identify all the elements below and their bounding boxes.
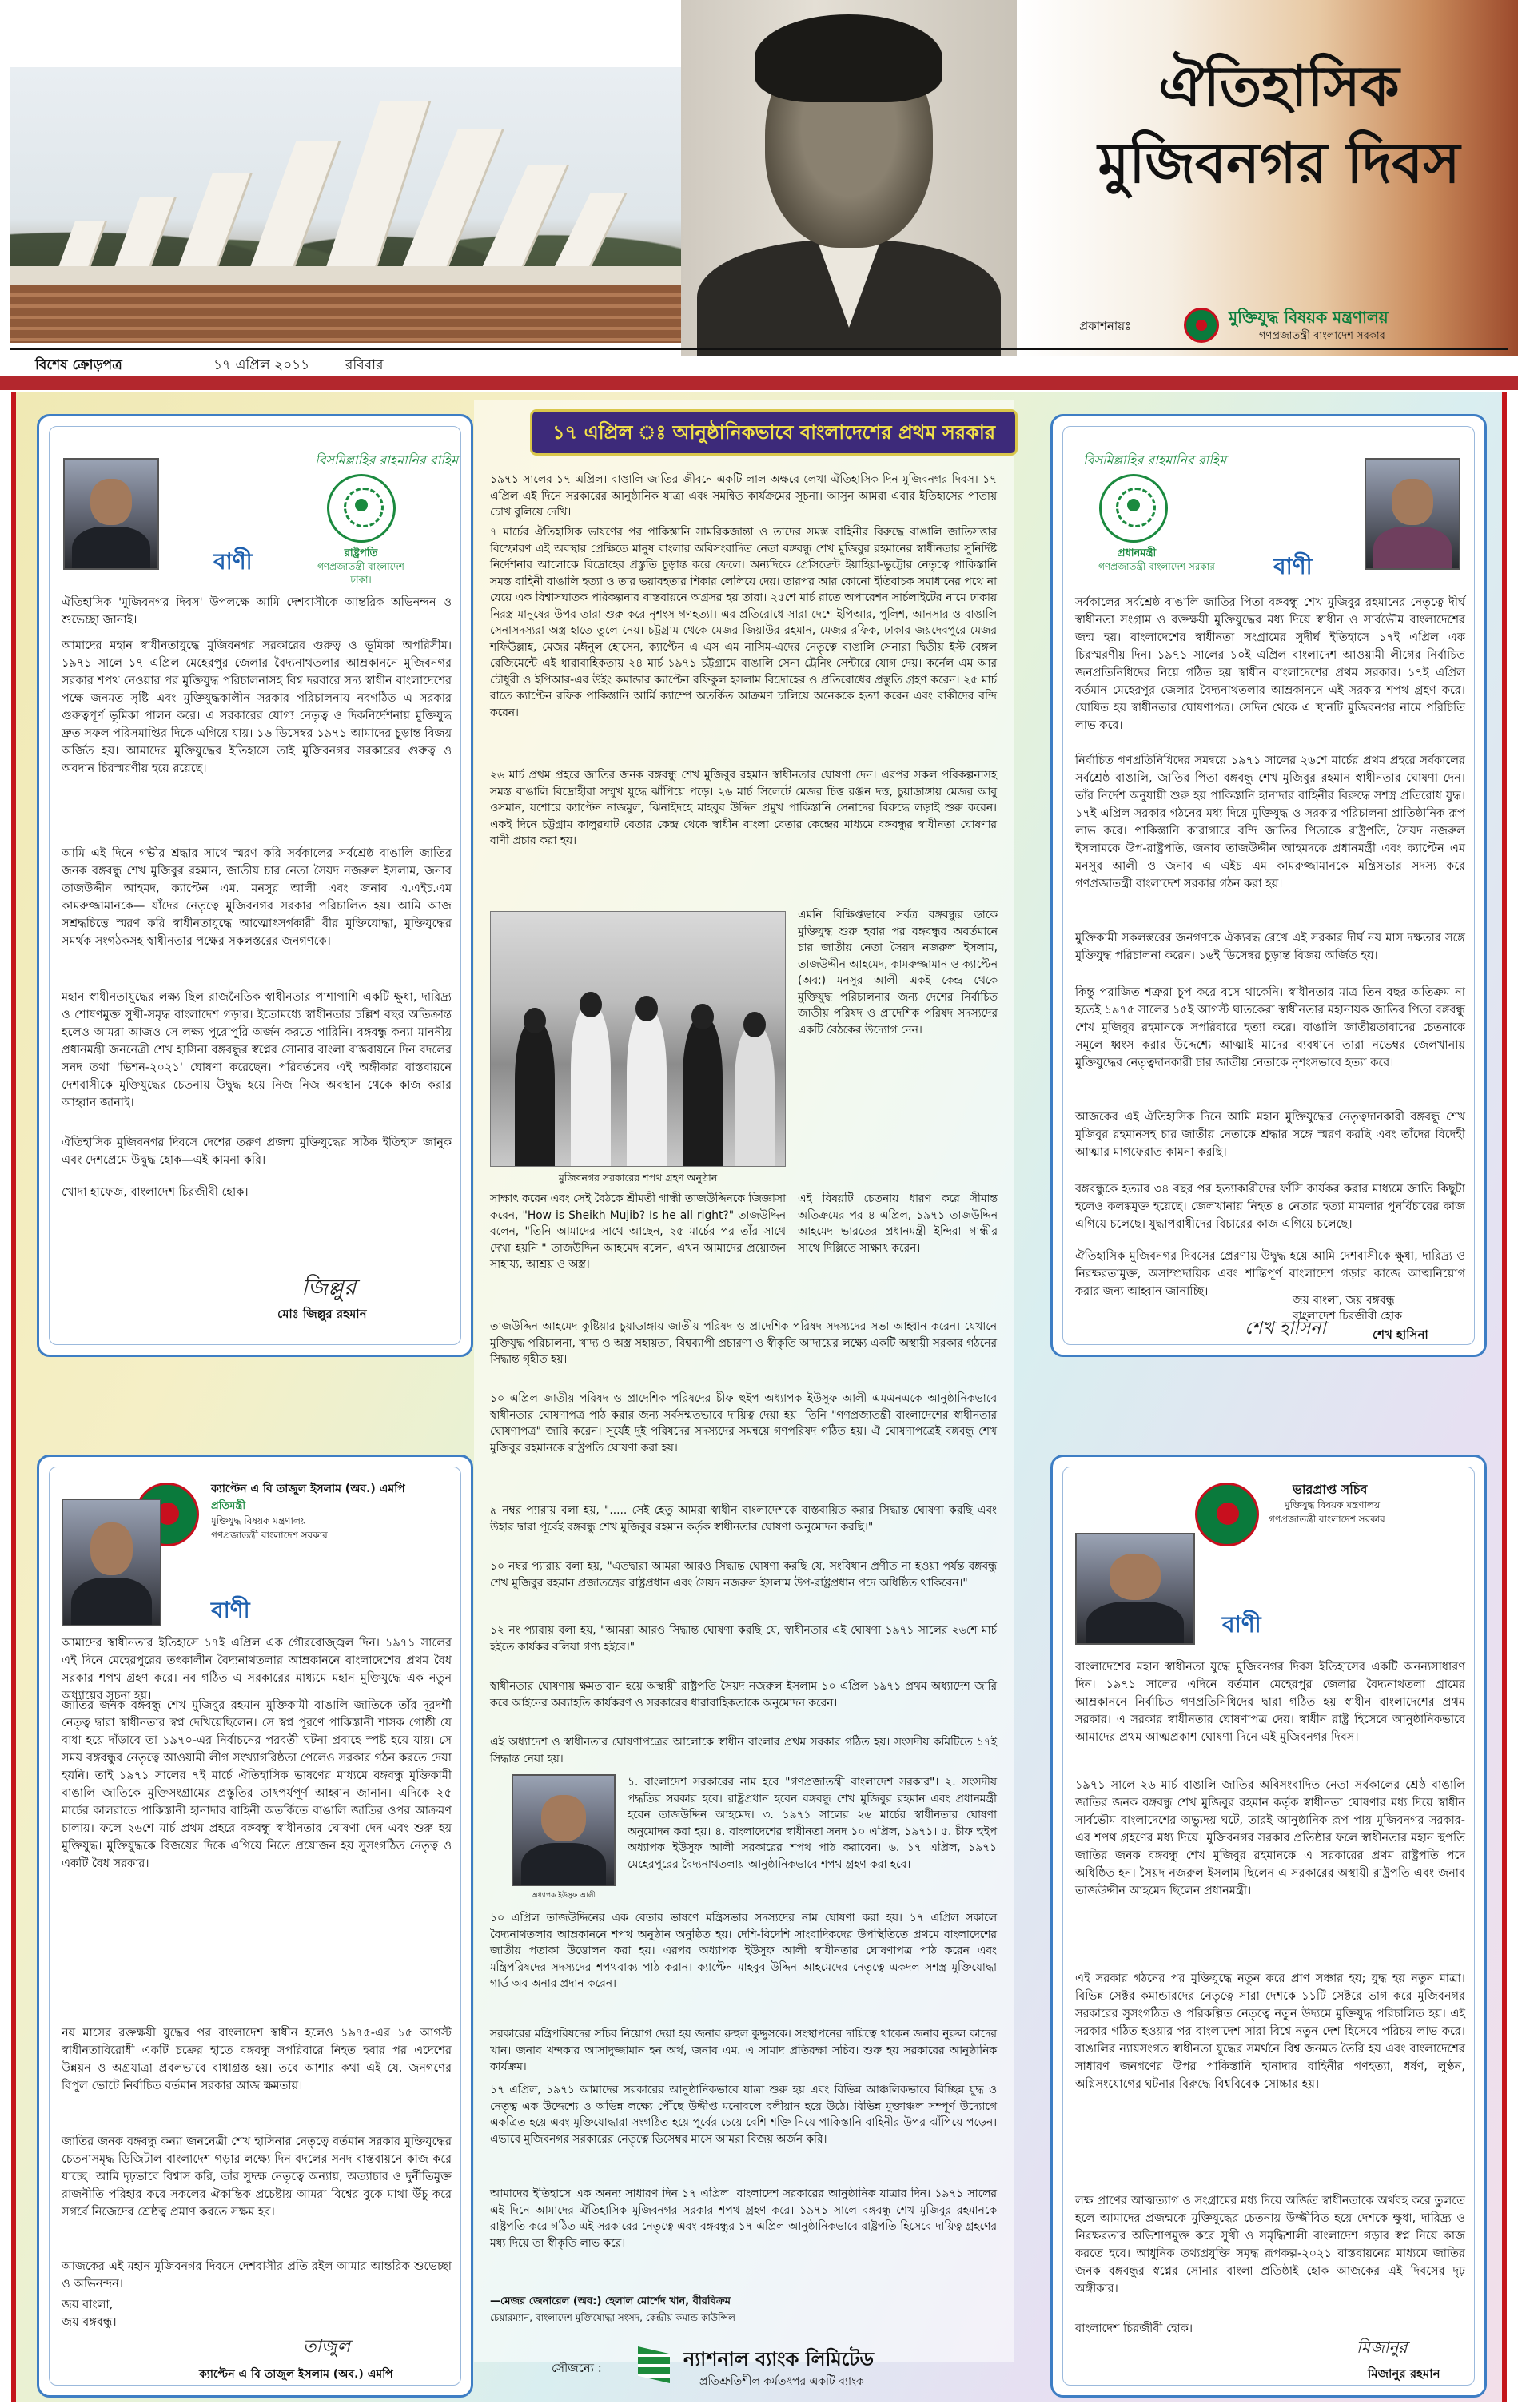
national-memorial-photo <box>10 67 681 343</box>
article-paragraph: ১৭ এপ্রিল, ১৯৭১ আমাদের সরকারের আনুষ্ঠানিকভাবে যাত্রা শুরু হয় এবং বিভিন্ন আঞ্চলিকভাবে বিচ্ছিন্ন যুদ্ধ ও নেতৃত্ব এক উদ্দেশ্যে ও অভিন্ন লক্ষ্যে পৌঁছে উদ্দীপ্ত মনোবলে বলীয়ান হয়ে উঠে। বিভিন্ন মুক্তাঞ্চল সম্পূর্ণ উদ্যোগে একত্রিত হয়ে এবং মুক্তিযোদ্ধারা সংগঠিত হয়ে পূর্বের চেয়ে বেশি শক্তি নিয়ে পাকিস্তানি বাহিনীর উপর ঝাঁপিয়ে পড়েন। এভাবে মুজিবনগর সরকারের নেতৃত্বে ডিসেম্বর মাসে আমরা বিজয় অর্জন করি। <box>490 2084 997 2146</box>
header-divider <box>10 348 1508 350</box>
message-paragraph: আমি এই দিনে গভীর শ্রদ্ধার সাথে স্মরণ করি সর্বকালের সর্বশ্রেষ্ঠ বাঙালি জাতির জনক বঙ্গবন্ধু শেখ মুজিবুর রহমান, জাতীয় চার নেতা সৈয়দ নজরুল ইসলাম, জনাব তাজউদ্দীন আহমদ, ক্যাপ্টেন এম. মনসুর আলী এবং জনাব এ.এইচ.এম কামরুজ্জামানকে— যাঁদের নেতৃত্বে মুজিবনগর সরকার পরিচালিত হয়। আমি আজ সশ্রদ্ধচিত্তে স্মরণ করি স্বাধীনতাযুদ্ধে আত্মোৎসর্গকারী বীর মুক্তিযোদ্ধা, মুক্তিযুদ্ধের সমর্থক সংগঠকসহ স্বাধীনতার পক্ষের সকলস্তরের জনগণকে। <box>62 847 452 948</box>
message-paragraph: জয় বঙ্গবন্ধু। <box>62 2316 117 2329</box>
article-paragraph: ১. বাংলাদেশ সরকারের নাম হবে "গণপ্রজাতন্ত্রী বাংলাদেশ সরকার"। ২. সংসদীয় পদ্ধতির সরকার হবে। রাষ্ট্রপ্রধান হবেন বঙ্গবন্ধু শেখ মুজিবুর রহমান এবং প্রধানমন্ত্রী হবেন তাজউদ্দিন আহমেদ। ৩. ১৯৭১ সালের ২৬ মার্চের স্বাধীনতার ঘোষণা অনুমোদন করা হয়। ৪. বাংলাদেশের স্বাধীনতা সনদ ১০ এপ্রিল, ১৯৭১। ৫. চীফ হুইপ অধ্যাপক ইউসুফ আলী সরকারের শপথ পাঠ করাবেন। ৬. ১৭ এপ্রিল, ১৯৭১ মেহেরপুরের বৈদ্যনাথতলায় আনুষ্ঠানিকভাবে শপথ গ্রহণ করা হবে। <box>628 1776 997 1871</box>
article-paragraph: এমনি বিক্ষিপ্তভাবে সর্বত্র বঙ্গবন্ধুর ডাকে মুক্তিযুদ্ধ শুরু হবার পর বঙ্গবন্ধুর অবর্তমানে চার জাতীয় নেতা সৈয়দ নজরুল ইসলাম, তাজউদ্দীন আহমেদ, কামরুজ্জামান ও ক্যাপ্টেন (অব:) মনসুর আলী একই কেন্দ্র থেকে মুক্তিযুদ্ধ পরিচালনার জন্য দেশের নির্বাচিত জাতীয় পরিষদ ও প্রাদেশিক পরিষদ সদস্যদের একটি বৈঠকের উদ্যোগ নেন। <box>798 909 998 1037</box>
minister-signature: তাজুল <box>303 2337 350 2357</box>
minister-office: প্রতিমন্ত্রী <box>211 1500 246 1512</box>
pm-closing-2: বাংলাদেশ চিরজীবী হোক <box>1293 1310 1403 1323</box>
pm-name: শেখ হাসিনা <box>1373 1327 1428 1342</box>
article-author-role: চেয়ারম্যান, বাংলাদেশ মুক্তিযোদ্ধা সংসদ, কেন্দ্রীয় কমান্ড কাউন্সিল <box>490 2312 735 2323</box>
president-gov: গণপ্রজাতন্ত্রী বাংলাদেশ <box>317 561 404 572</box>
issue-date: ১৭ এপ্রিল ২০১১ <box>213 357 310 373</box>
message-paragraph: বঙ্গবন্ধুকে হত্যার ৩৪ বছর পর হত্যাকারীদের ফাঁসি কার্যকর করার মাধ্যমে জাতি কিছুটা হলেও কলঙ্কমুক্ত হয়েছে। জেলখানায় নিহত ৪ নেতার হত্যা মামলার পুনর্বিচারের কাজ এগিয়ে চলেছে। যুদ্ধাপরাধীদের বিচারের কাজ এগিয়ে চলেছে। <box>1075 1183 1465 1231</box>
publisher-government: গণপ্রজাতন্ত্রী বাংলাদেশ সরকার <box>1259 330 1385 342</box>
header-band <box>0 376 1518 390</box>
sponsor-name: ন্যাশনাল ব্যাংক লিমিটেড <box>683 2348 875 2370</box>
article-paragraph: এই অধ্যাদেশ ও স্বাধীনতার ঘোষণাপত্রের আলোকে স্বাধীন বাংলার প্রথম সরকার গঠিত হয়। সংসদীয় কমিটিতে ১৭ই সিদ্ধান্ত নেয়া হয়। <box>490 1736 997 1765</box>
message-paragraph: লক্ষ প্রাণের আত্মত্যাগ ও সংগ্রামের মধ্য দিয়ে অর্জিত স্বাধীনতাকে অর্থবহ করে তুলতে হলে আমাদের প্রজন্মকে মুক্তিযুদ্ধের চেতনায় উজ্জীবিত হয়ে দেশকে ক্ষুধা, দারিদ্র্য ও নিরক্ষরতার অভিশাপমুক্ত করে সুখী ও সমৃদ্ধিশালী বাংলাদেশ গড়ার স্বপ্ন নিয়ে কাজ করতে হবে। আধুনিক তথ্যপ্রযুক্তি সমৃদ্ধ রূপকল্প-২০২১ বাস্তবায়নের মাধ্যমে জাতির জনক বঙ্গবন্ধুর স্বপ্নের সোনার বাংলা প্রতিষ্ঠাই হোক আজকের এই দিবসের দৃঢ় অঙ্গীকার। <box>1075 2195 1465 2295</box>
center-article <box>0 392 1518 2408</box>
president-name: মোঃ জিল্লুর রহমান <box>277 1307 367 1321</box>
sponsor-label: সৌজন্যে : <box>552 2361 602 2375</box>
secretary-gov: গণপ্রজাতন্ত্রী বাংলাদেশ সরকার <box>1269 1514 1385 1525</box>
pm-office: প্রধানমন্ত্রী <box>1117 547 1157 559</box>
message-paragraph: মুক্তিকামী সকলস্তরের জনগণকে ঐক্যবদ্ধ রেখে এই সরকার দীর্ঘ নয় মাস দক্ষতার সঙ্গে মুক্তিযুদ্ধ পরিচালনা করেন। ১৬ই ডিসেম্বর চূড়ান্ত বিজয় অর্জিত হয়। <box>1075 932 1465 962</box>
message-paragraph: ঐতিহাসিক 'মুজিবনগর দিবস' উপলক্ষে আমি দেশবাসীকে আন্তরিক অভিনন্দন ও শুভেচ্ছা জানাই। <box>62 596 452 627</box>
message-heading: বাণী <box>213 548 253 575</box>
message-paragraph: জাতির জনক বঙ্গবন্ধু কন্যা জননেত্রী শেখ হাসিনার নেতৃত্বে বর্তমান সরকার মুক্তিযুদ্ধের চেতনাসমৃদ্ধ ডিজিটাল বাংলাদেশ গড়ার লক্ষ্যে দিন বদলের সনদ বাস্তবায়নে কাজ করে যাচ্ছে। আমি দৃঢ়ভাবে বিশ্বাস করি, তাঁর সুদক্ষ নেতৃত্বে অন্যায়, অত্যাচার ও দুর্নীতিমুক্ত রাজনীতি পরিহার করে সকলের ঐকান্তিক প্রচেষ্টায় আমরা বিশ্বের বুকে মাথা উঁচু করে সগর্বে নিজেদের শ্রেষ্ঠত্ব প্রমাণ করতে সক্ষম হব। <box>62 2135 452 2219</box>
bangabandhu-portrait <box>681 0 1017 356</box>
pm-closing-1: জয় বাংলা, জয় বঙ্গবন্ধু <box>1293 1294 1395 1307</box>
message-heading: বাণী <box>1273 553 1313 579</box>
article-paragraph: ১৯৭১ সালের ১৭ এপ্রিল। বাঙালি জাতির জীবনে একটি লাল অক্ষরে লেখা ঐতিহাসিক দিন মুজিবনগর দিবস। ১৭ এপ্রিল এই দিনে সরকারের আনুষ্ঠানিক যাত্রা এবং সমন্বিত কার্যক্রমের সূচনা। আসুন আমরা এবার ইতিহাসের পাতায় চোখ বুলিয়ে দেখি। <box>490 473 997 519</box>
message-paragraph: কিন্তু পরাজিত শত্রুরা চুপ করে বসে থাকেনি। স্বাধীনতার মাত্র তিন বছর অতিক্রম না হতেই ১৯৭৫ সালের ১৫ই আগস্ট ঘাতকেরা স্বাধীনতার মহানায়ক জাতির পিতা বঙ্গবন্ধু শেখ মুজিবুর রহমানকে সপরিবারে হত্যা করে। বাঙালি জাতীয়তাবাদের চেতনাকে সমূলে ধ্বংস করার উদ্দেশ্যে আত্মাই মাদের ব্যবধানে তারা নভেম্বর জেলখানায় মুক্তিযুদ্ধের নেতৃত্বদানকারী চার জাতীয় নেতাকে নৃশংসভাবে হত্যা করে। <box>1075 986 1465 1069</box>
title-line-2: মুজিবনগর দিবস <box>1098 129 1460 196</box>
minister-ministry: মুক্তিযুদ্ধ বিষয়ক মন্ত্রণালয় <box>211 1515 307 1526</box>
yusuf-ali-photo <box>512 1774 616 1886</box>
message-paragraph: বাংলাদেশের মহান স্বাধীনতা যুদ্ধে মুজিবনগর দিবস ইতিহাসের একটি অনন্যসাধারণ দিন। ১৯৭১ সালের এদিনে বর্তমান মেহেরপুর জেলার বৈদ্যনাথতলা গ্রামের আম্রকাননে নির্বাচিত গণপ্রতিনিধিদের দ্বারা গঠিত হয় স্বাধীন বাংলাদেশের প্রথম সরকার। এ সরকার স্বাধীনতার ঘোষণাপত্র দেয়। স্বাধীন রাষ্ট্র হিসেবে আনুষ্ঠানিকভাবে আমাদের প্রথম আত্মপ্রকাশ ঘোষণা দিনে এই মুজিবনগর দিবস। <box>1075 1661 1465 1744</box>
supplement-line <box>10 352 681 374</box>
article-paragraph: আমাদের ইতিহাসে এক অনন্য সাধারণ দিন ১৭ এপ্রিল। বাংলাদেশ সরকারের আনুষ্ঠানিক যাত্রার দিন। ১৯৭১ সালের এই দিনে আমাদের ঐতিহাসিক মুজিবনগর সরকার শপথ গ্রহণ করে। ১৯৭১ সালে বঙ্গবন্ধু শেখ মুজিবুর রহমানকে রাষ্ট্রপতি করে গঠিত এই সরকারের নেতৃত্বে এবং বঙ্গবন্ধুর ১৭ এপ্রিল আনুষ্ঠানিকভাবে রাষ্ট্রপতি হিসেবে দায়িত্ব গ্রহণের মধ্য দিয়ে তা স্বীকৃতি লাভ করে। <box>490 2187 997 2250</box>
article-paragraph: ১০ নম্বর প্যারায় বলা হয়, "এতদ্বারা আমরা আরও সিদ্ধান্ত ঘোষণা করছি যে, সংবিধান প্রণীত না হওয়া পর্যন্ত বঙ্গবন্ধু শেখ মুজিবুর রহমান প্রজাতন্ত্রের রাষ্ট্রপ্রধান এবং সৈয়দ নজরুল ইসলাম উপ-রাষ্ট্রপ্রধান পদে অধিষ্ঠিত থাকিবেন।" <box>490 1560 997 1590</box>
article-paragraph: ১০ এপ্রিল জাতীয় পরিষদ ও প্রাদেশিক পরিষদের চীফ হুইপ অধ্যাপক ইউসুফ আলী এমএনএকে আনুষ্ঠানিকভাবে স্বাধীনতার ঘোষণাপত্র পাঠ করার জন্য সর্বসম্মতভাবে দায়িত্ব দেয়া হয়। তিনি "গণপ্রজাতন্ত্রী বাংলাদেশের স্বাধীনতার ঘোষণাপত্র" জারি করেন। সূর্যেই দুই পরিষদের সদস্যদের সমন্বয়ে গণপরিষদ গঠিত হয়। ঐ ঘোষণাপত্রেই বঙ্গবন্ধু শেখ মুজিবুর রহমানকে রাষ্ট্রপতি ঘোষণা করা হয়। <box>490 1392 997 1455</box>
president-city: ঢাকা। <box>350 574 372 585</box>
message-heading: বাণী <box>211 1597 250 1623</box>
message-paragraph: বাংলাদেশ চিরজীবী হোক। <box>1075 2322 1193 2335</box>
message-paragraph: মহান স্বাধীনতাযুদ্ধের লক্ষ্য ছিল রাজনৈতিক স্বাধীনতার পাশাপাশি একটি ক্ষুধা, দারিদ্র্য ও শোষণমুক্ত সুখী-সমৃদ্ধ বাংলাদেশ গড়ার। ইতোমধ্যে স্বাধীনতার চল্লিশ বছর অতিক্রান্ত হলেও আমরা আজও সে লক্ষ্য পুরোপুরি অর্জন করতে পারিনি। বঙ্গবন্ধু কন্যা মাননীয় প্রধানমন্ত্রী জননেত্রী শেখ হাসিনা বঙ্গবন্ধুর স্বপ্নের সোনার বাংলা বাস্তবায়নে দিন বদলের সনদ তথা 'ভিশন-২০২১' ঘোষণা করেছেন। পরিবর্তনের এই অঙ্গীকার বাস্তবায়নে দেশবাসীকে মুক্তিযুদ্ধের চেতনায় উদ্বুদ্ধ হয়ে নিজ নিজ অবস্থান থেকে কাজ করার আহ্বান জানাই। <box>62 991 452 1109</box>
main-title <box>1055 48 1503 201</box>
president-office: রাষ্ট্রপতি <box>344 547 378 559</box>
article-paragraph: ৯ নম্বর প্যারায় বলা হয়, "..... সেই হেতু আমরা স্বাধীন বাংলাদেশকে বাস্তবায়িত করার সিদ্ধান্ত ঘোষণা করছি এবং উহার দ্বারা পূর্বেই বঙ্গবন্ধু শেখ মুজিবুর রহমান কর্তৃক স্বাধীনতার ঘোষণা অনুমোদন করছি।" <box>490 1504 997 1534</box>
secretary-ministry: মুক্তিযুদ্ধ বিষয়ক মন্ত্রণালয় <box>1285 1499 1381 1510</box>
oath-ceremony-photo <box>490 911 786 1167</box>
issue-day: রবিবার <box>345 357 384 373</box>
article-paragraph: ৭ মার্চের ঐতিহাসিক ভাষণের পর পাকিস্তানি সামরিকজান্তা ও তাদের সমস্ত বাহিনীর বিরুদ্ধে বাঙালি জাতিসত্তার বিস্ফোরণ এই অবস্থার প্রেক্ষিতে মানুষ বাংলার অবিসংবাদিত নেতা বঙ্গবন্ধু শেখ মুজিবুর রহমানের স্বাধীনতার সুনির্দিষ্ট নির্দেশনার আলোকে বিদ্রোহের প্রস্তুতি চূড়ান্ত করে ফেলে। অন্যদিকে প্রেসিডেন্ট ইয়াহিয়া-ভুট্টোর নেতৃত্বে পাকিস্তানি সমস্ত বাহিনী বাঙালি হত্যা ও তার ভয়াবহতার শিকার লেলিয়ে দেয়। তারপর আর কোনো ইতিবাচক সমাধানের পথে না যেয়ে এক বিশ্বাসঘাতক পরিকল্পনার বাস্তবায়নে অগ্রসর হয় তারা। ২৫শে মার্চ রাতে অপারেশন সার্চলাইটের নামে ঢাকায় নিরস্ত্র মানুষের উপর তারা শুরু করে নৃশংস গণহত্যা। এর প্রতিরোধে সারা দেশে ইপিআর, পুলিশ, আনসার ও বাঙালি সেনাসদস্যরা অস্ত্র হাতে তুলে নেয়। চট্টগ্রাম থেকে মেজর জিয়াউর রহমান, মেজর রফিক, ঢাকার জয়দেবপুরে মেজর শফিউল্লাহ, মেজর মঈনুল হোসেন, ক্যাপ্টেন এ এস এম নাসিম-এদের নেতৃত্বে বাঙালি সেনারা দ্বিতীয় ইস্ট বেঙ্গল রেজিমেন্টে এই ধারাবাহিকতায় ২৪ মার্চ ১৯৭১ চট্টগ্রামে বাঙালি সেনা ট্রেনিং সেন্টারে যোগ দেয়। কর্নেল এম আর চৌধুরী ও ইপিআর-এর উইং কমান্ডার ক্যাপ্টেন রফিকুল ইসলাম বিদ্রোহের ও প্রতিরোধের প্রস্তুতি গ্রহণ করেন। ২৫ মার্চ রাতে ক্যাপ্টেন রফিক পাকিস্তানি আর্মি ক্যাম্পে অতর্কিত আক্রমণ চালিয়ে অনেককে হত্যা করেন এবং বাকীদের বন্দি করেন। <box>490 526 997 719</box>
article-paragraph: ১০ এপ্রিল তাজউদ্দিনের এক বেতার ভাষণে মন্ত্রিসভার সদস্যদের নাম ঘোষণা করা হয়। ১৭ এপ্রিল সকালে বৈদ্যনাথতলার আম্রকাননে শপথ অনুষ্ঠান অনুষ্ঠিত হয়। দেশি-বিদেশি সাংবাদিকদের উপস্থিতিতে প্রথমে বাংলাদেশের জাতীয় পতাকা উত্তোলন করা হয়। এরপর অধ্যাপক ইউসুফ আলী স্বাধীনতার ঘোষণাপত্র পাঠ করেন এবং মন্ত্রিপরিষদের সদস্যদের শপথবাক্য পাঠ করান। ক্যাপ্টেন মাহবুব উদ্দিন আহমেদের নেতৃত্বে একদল সশস্ত্র মুক্তিযোদ্ধা গার্ড অব অনার প্রদান করেন। <box>490 1912 997 1990</box>
sponsor-tagline: প্রতিশ্রুতিশীল কর্মতৎপর একটি ব্যাংক <box>699 2375 864 2388</box>
title-line-1: ঐতিহাসিক <box>1158 53 1400 119</box>
ministry-logo-icon <box>1184 308 1219 343</box>
article-paragraph: ১২ নং প্যারায় বলা হয়, "আমরা আরও সিদ্ধান্ত ঘোষণা করছি যে, স্বাধীনতার এই ঘোষণা ১৯৭১ সালের ২৬শে মার্চ হইতে কার্যকর বলিয়া গণ্য হইবে।" <box>490 1624 997 1654</box>
message-paragraph: নির্বাচিত গণপ্রতিনিধিদের সমন্বয়ে ১৯৭১ সালের ২৬শে মার্চের প্রথম প্রহরে সর্বকালের সর্বশ্রেষ্ঠ বাঙালি, জাতির পিতা বঙ্গবন্ধু শেখ মুজিবুর রহমান স্বাধীনতার ঘোষণা দেন। তাঁর নির্দেশ অনুযায়ী শুরু হয় পাকিস্তানি হানাদার বাহিনীর বিরুদ্ধে সশস্ত্র প্রতিরোধ যুদ্ধ। ১৭ই এপ্রিল সরকার গঠনের মধ্য দিয়ে মুক্তিযুদ্ধ ও সরকার পরিচালনা প্রাতিষ্ঠানিক রূপ লাভ করে। পাকিস্তানি কারাগারে বন্দি জাতির পিতাকে রাষ্ট্রপতি, সৈয়দ নজরুল ইসলামকে উপ-রাষ্ট্রপতি, জনাব তাজউদ্দীন আহমদকে প্রধানমন্ত্রী এবং ক্যাপ্টেন এম মনসুর আলী ও জনাব এ এইচ এম কামরুজ্জামানকে মন্ত্রিসভার সদস্য করে গণপ্রজাতন্ত্রী বাংলাদেশ সরকার গঠন করা হয়। <box>1075 754 1465 890</box>
publisher-block <box>1051 300 1515 348</box>
sponsor-block <box>552 2342 999 2391</box>
publisher-label: প্রকাশনায়ঃ <box>1079 319 1132 333</box>
president-signature: জিল্লুর <box>301 1274 357 1300</box>
article-paragraph: তাজউদ্দিন আহমেদ কুষ্টিয়ার চুয়াডাঙ্গায় জাতীয় পরিষদ ও প্রাদেশিক পরিষদ সদস্যদের সভা আহ্বান করেন। যেখানে মুক্তিযুদ্ধ পরিচালনা, খাদ্য ও অস্ত্র সহায়তা, বিশ্বব্যাপী প্রচারণা ও স্বীকৃতি আদায়ের লক্ষ্যে একটি অস্থায়ী সরকার গঠনের সিদ্ধান্ত গৃহীত হয়। <box>490 1320 997 1366</box>
message-paragraph: এই সরকার গঠনের পর মুক্তিযুদ্ধে নতুন করে প্রাণ সঞ্চার হয়; যুদ্ধ হয় নতুন মাত্রা। বিভিন্ন সেক্টর কমান্ডারদের নেতৃত্বে সারা দেশকে ১১টি সেক্টরে ভাগ করে মুজিবনগর সরকারের সুসংগঠিত ও পরিকল্পিত নেতৃত্বে নতুন উদ্যমে মুক্তিযুদ্ধ পরিচালিত হয়। এই সরকার গঠিত হওয়ার পর বাংলাদেশ সারা বিশ্বে নতুন দেশ হিসেবে পরিচয় লাভ করে। বাঙালির ন্যায়সংগত স্বাধীনতা যুদ্ধের সমর্থনে বিশ্ব জনমত তৈরি হয় এবং বাংলাদেশের সাধারণ জনগণের উপর পাকিস্তানি হানাদার বাহিনীর গণহত্যা, ধর্ষণ, লুণ্ঠন, অগ্নিসংযোগের ঘটনার বিরুদ্ধে বিশ্ববিবেক সোচ্চার হয়। <box>1075 1972 1465 2091</box>
photo-caption: মুজিবনগর সরকারের শপথ গ্রহণ অনুষ্ঠান <box>558 1172 718 1184</box>
publisher-ministry: মুক্তিযুদ্ধ বিষয়ক মন্ত্রণালয় <box>1229 308 1389 327</box>
message-paragraph: নয় মাসের রক্তক্ষয়ী যুদ্ধের পর বাংলাদেশ স্বাধীন হলেও ১৯৭৫-এর ১৫ আগস্ট স্বাধীনতাবিরোধী একটি চক্রের হাতে বঙ্গবন্ধু সপরিবারে নিহত হবার পর এদেশের উন্নয়ন ও অগ্রযাত্রা প্রবলভাবে বাধাগ্রস্ত হয়। তবে আশার কথা এই যে, জনগণের বিপুল ভোটে নির্বাচিত বর্তমান সরকার আজ ক্ষমতায়। <box>62 2027 452 2092</box>
message-paragraph: আজকের এই মহান মুজিবনগর দিবসে দেশবাসীর প্রতি রইল আমার আন্তরিক শুভেচ্ছা ও অভিনন্দন। <box>62 2260 452 2291</box>
message-paragraph: আমাদের স্বাধীনতার ইতিহাসে ১৭ই এপ্রিল এক গৌরবোজ্জ্বল দিন। ১৯৭১ সালের এই দিনে মেহেরপুরের তৎকালীন বৈদ্যনাথতলার আম্রকাননে বাংলাদেশের প্রথম বৈধ সরকার শপথ গ্রহণ করে। নব গঠিত এ সরকারের মাধ্যমে মহান মুক্তিযুদ্ধে এক নতুন অধ্যায়ের সূচনা হয়। <box>62 1637 452 1702</box>
message-paragraph: ঐতিহাসিক মুজিবনগর দিবসের প্রেরণায় উদ্বুদ্ধ হয়ে আমি দেশবাসীকে ক্ষুধা, দারিদ্র্য ও নিরক্ষরতামুক্ত, অসাম্প্রদায়িক এবং শান্তিপূর্ণ বাংলাদেশ গড়ার কাজে আত্মনিয়োগ করার জন্য আহ্বান জানাচ্ছি। <box>1075 1250 1465 1298</box>
page-header <box>0 0 1518 392</box>
supplement-label: বিশেষ ক্রোড়পত্র <box>35 357 122 373</box>
pm-gov: গণপ্রজাতন্ত্রী বাংলাদেশ সরকার <box>1098 561 1215 572</box>
secretary-signature: মিজানুর <box>1357 2338 1408 2357</box>
article-author: —মেজর জেনারেল (অব:) হেলাল মোর্শেদ খান, বীরবিক্রম <box>490 2295 731 2307</box>
article-title: ১৭ এপ্রিল ঃ আনুষ্ঠানিকভাবে বাংলাদেশের প্রথম সরকার <box>530 409 1018 456</box>
minister-name: ক্যাপ্টেন এ বি তাজুল ইসলাম (অব.) এমপি <box>199 2368 393 2381</box>
article-paragraph: এই বিষয়টি চেতনায় ধারণ করে সীমান্ত অতিক্রমের পর ৪ এপ্রিল, ১৯৭১ তাজউদ্দিন আহমেদ ভারতের প্রধানমন্ত্রী ইন্দিরা গান্ধীর সাথে দিল্লিতে সাক্ষাৎ করেন। <box>798 1192 998 1255</box>
minister-title: ক্যাপ্টেন এ বি তাজুল ইসলাম (অব.) এমপি <box>211 1483 405 1495</box>
article-paragraph: সাক্ষাৎ করেন এবং সেই বৈঠকে শ্রীমতী গান্ধী তাজউদ্দিনকে জিজ্ঞাসা করেন, "How is Sheikh Mujib? Is he all right?" তাজউদ্দিন বলেন, "তিনি আমাদের সাথে আছেন, ২৫ মার্চের পর তাঁর সাথে দেখা হয়নি।" তাজউদ্দিন আহমেদ বলেন, এখন আমাদের প্রয়োজন সাহায্য, আশ্রয় ও অস্ত্র। <box>490 1192 786 1271</box>
small-photo-caption: অধ্যাপক ইউসুফ আলী <box>531 1892 596 1900</box>
message-paragraph: আজকের এই ঐতিহাসিক দিনে আমি মহান মুক্তিযুদ্ধের নেতৃত্বদানকারী বঙ্গবন্ধু শেখ মুজিবুর রহমানসহ চার জাতীয় নেতাকে শ্রদ্ধার সঙ্গে স্মরণ করছি এবং তাঁদের বিদেহী আত্মার মাগফেরাত কামনা করছি। <box>1075 1111 1465 1159</box>
message-paragraph: জাতির জনক বঙ্গবন্ধু শেখ মুজিবুর রহমান মুক্তিকামী বাঙালি জাতিকে তাঁর দূরদর্শী নেতৃত্ব দ্বারা স্বাধীনতার স্বপ্ন দেখিয়েছিলেন। সে স্বপ্ন পূরণে পাকিস্তানী শাসক গোষ্ঠী যে বাধা হয়ে দাঁড়াবে তা ১৯৭০-এর নির্বাচনের পরবর্তী ঘটনা প্রবাহে স্পষ্ট হয়ে যায়। সে সময় বঙ্গবন্ধুর নেতৃত্বে আওয়ামী লীগ সংখ্যাগরিষ্ঠতা পেলেও সরকার গঠন করতে দেয়া হয়নি। তাই ১৯৭১ সালের ৭ই মার্চে ঐতিহাসিক ভাষণের মাধ্যমে বঙ্গবন্ধু মুক্তিকামী বাঙালি জাতিকে মুক্তিসংগ্রামের প্রস্তুতির তাৎপর্যপূর্ণ আহ্বান জানান। এদিকে ২৫ মার্চের কালরাতে পাকিস্তানী হানাদার বাহিনী অতর্কিতে বাঙালি জাতির ওপর আক্রমণ চালায়। ফলে ২৬শে মার্চ প্রথম প্রহরে বঙ্গবন্ধু স্বাধীনতার ঘোষণা দেন এবং শুরু হয় মুক্তিযুদ্ধ। মুক্তিযুদ্ধকে বিজয়ের দিকে এগিয়ে নিতে প্রয়োজন হয় সুসংগঠিত নেতৃত্ব ও একটি বৈধ সরকার। <box>62 1699 452 1870</box>
minister-gov: গণপ্রজাতন্ত্রী বাংলাদেশ সরকার <box>211 1530 328 1541</box>
article-paragraph: সরকারের মন্ত্রিপরিষদের সচিব নিয়োগ দেয়া হয় জনাব রুহুল কুদ্দুসকে। সংস্থাপনের দায়িত্বে থাকেন জনাব নুরুল কাদের খান। জনাব খন্দকার আসাদুজ্জামান হন অর্থ, জনাব এম. এ সামাদ প্রতিরক্ষা সচিব। শুরু হয় সরকারের আনুষ্ঠানিক কার্যক্রম। <box>490 2028 997 2073</box>
message-heading: বাণী <box>1222 1611 1261 1638</box>
message-paragraph: আমাদের মহান স্বাধীনতাযুদ্ধে মুজিবনগর সরকারের গুরুত্ব ও ভূমিকা অপরিসীম। ১৯৭১ সালে ১৭ এপ্রিল মেহেরপুর জেলার বৈদ্যনাথতলার আম্রকাননে মুজিবনগর সরকার শপথ নেওয়ার পর মুক্তিযুদ্ধ পরিচালনাসহ বিশ্ব দরবারে সদ্য স্বাধীন বাংলাদেশের পক্ষে জনমত সৃষ্টি এবং মুক্তিযুদ্ধকালীন সরকার পরিচালনায় নবগঠিত এ সরকার গুরুত্বপূর্ণ ভূমিকা পালন করে। এ সরকারের যোগ্য নেতৃত্ব ও দিকনির্দেশনায় মুক্তিযুদ্ধ দ্রুত সফল পরিসমাপ্তির দিকে এগিয়ে যায়। ১৬ ডিসেম্বর ১৯৭১ আমাদের চূড়ান্ত বিজয় অর্জিত হয়। আমাদের মুক্তিযুদ্ধের ইতিহাসে তাই মুজিবনগর সরকারের গুরুত্ব ও অবদান চিরস্মরণীয় হয়ে রয়েছে। <box>62 639 452 775</box>
article-paragraph: ২৬ মার্চ প্রথম প্রহরে জাতির জনক বঙ্গবন্ধু শেখ মুজিবুর রহমান স্বাধীনতার ঘোষণা দেন। এরপর সকল পরিকল্পনাসহ সমস্ত বাঙালি বিদ্রোহীরা সম্মুখ যুদ্ধে ঝাঁপিয়ে পড়ে। ২৬ মার্চ সিলেটে মেজর চিত্ত রঞ্জন দত্ত, চুয়াডাঙ্গায় মেজর আবু ওসমান, যশোরে ক্যাপ্টেন নাজমুল, ঝিনাইদহে মাহবুব উদ্দিন প্রমুখ পাকিস্তানি সেনাদের বিরুদ্ধে লড়াই শুরু করেন। একই দিনে চট্টগ্রাম কালুরঘাট বেতার কেন্দ্র থেকে স্বাধীন বাংলা বেতার কেন্দ্রের মাধ্যমে বঙ্গবন্ধুর স্বাধীনতা ঘোষণার বাণী প্রচার করা হয়। <box>490 769 997 847</box>
bank-logo-icon <box>638 2346 670 2383</box>
bismillah-text: বিসমিল্লাহির রাহমানির রাহিম <box>315 452 459 468</box>
secretary-office: ভারপ্রাপ্ত সচিব <box>1293 1482 1368 1497</box>
bismillah-text: বিসমিল্লাহির রাহমানির রাহিম <box>1083 452 1227 468</box>
secretary-name: মিজানুর রহমান <box>1368 2366 1440 2381</box>
message-paragraph: জয় বাংলা, <box>62 2299 114 2311</box>
message-paragraph: ১৯৭১ সালে ২৬ মার্চ বাঙালি জাতির অবিসংবাদিত নেতা সর্বকালের শ্রেষ্ঠ বাঙালি জাতির জনক বঙ্গবন্ধু শেখ মুজিবুর রহমান কর্তৃক স্বাধীনতা ঘোষণার মধ্য দিয়ে স্বাধীন সার্বভৌম বাংলাদেশের অভ্যুদয় ঘটে, তারই আনুষ্ঠানিক রূপ পায় মুজিবনগর সরকার-এর শপথ গ্রহণের মধ্য দিয়ে। মুজিবনগর সরকার প্রতিষ্ঠার ফলে স্বাধীনতার মহান স্থপতি জাতির জনক বঙ্গবন্ধু শেখ মুজিবুর রহমানকে এ সরকারের প্রথম রাষ্ট্রপতি পদে অধিষ্ঠিত হন। সৈয়দ নজরুল ইসলাম ছিলেন এ সরকারের অস্থায়ী রাষ্ট্রপতি এবং জনাব তাজউদ্দীন আহমেদ ছিলেন প্রধানমন্ত্রী। <box>1075 1779 1465 1897</box>
message-paragraph: খোদা হাফেজ, বাংলাদেশ চিরজীবী হোক। <box>62 1186 249 1199</box>
message-paragraph: ঐতিহাসিক মুজিবনগর দিবসে দেশের তরুণ প্রজন্ম মুক্তিযুদ্ধের সঠিক ইতিহাস জানুক এবং দেশপ্রেমে উদ্বুদ্ধ হোক—এই কামনা করি। <box>62 1136 452 1167</box>
message-paragraph: সর্বকালের সর্বশ্রেষ্ঠ বাঙালি জাতির পিতা বঙ্গবন্ধু শেখ মুজিবুর রহমানের নেতৃত্বে দীর্ঘ স্বাধীনতা সংগ্রাম ও রক্তক্ষয়ী মুক্তিযুদ্ধের মধ্য দিয়ে স্বাধীন ও সার্বভৌম বাংলাদেশের জন্ম হয়। বাংলাদেশের স্বাধীনতা সংগ্রামের সুদীর্ঘ ইতিহাসে ১৭ই এপ্রিল এক চিরস্মরণীয় দিন। ১৯৭১ সালের ১০ই এপ্রিল বাংলাদেশ আওয়ামী লীগের নির্বাচিত জনপ্রতিনিধিদের নিয়ে গঠিত হয় স্বাধীন বাংলাদেশের প্রথম সরকার। ১৭ই এপ্রিল বর্তমান মেহেরপুর জেলার বৈদ্যনাথতলার আম্রকাননে এই সরকার শপথ গ্রহণ করে। ঘোষিত হয় স্বাধীনতার ঘোষণাপত্র। সেদিন থেকে এ স্থানটি মুজিবনগর নামে পরিচিতি লাভ করে। <box>1075 596 1465 732</box>
article-paragraph: স্বাধীনতার ঘোষণায় ক্ষমতাবান হয়ে অস্থায়ী রাষ্ট্রপতি সৈয়দ নজরুল ইসলাম ১০ এপ্রিল ১৯৭১ প্রথম অধ্যাদেশ জারি করে আইনের অব্যাহতি কার্যকরণ ও সরকারের ধারাবাহিকতাকে অনুমোদন করেন। <box>490 1680 997 1709</box>
pm-signature: শেখ হাসিনা <box>1245 1319 1326 1339</box>
